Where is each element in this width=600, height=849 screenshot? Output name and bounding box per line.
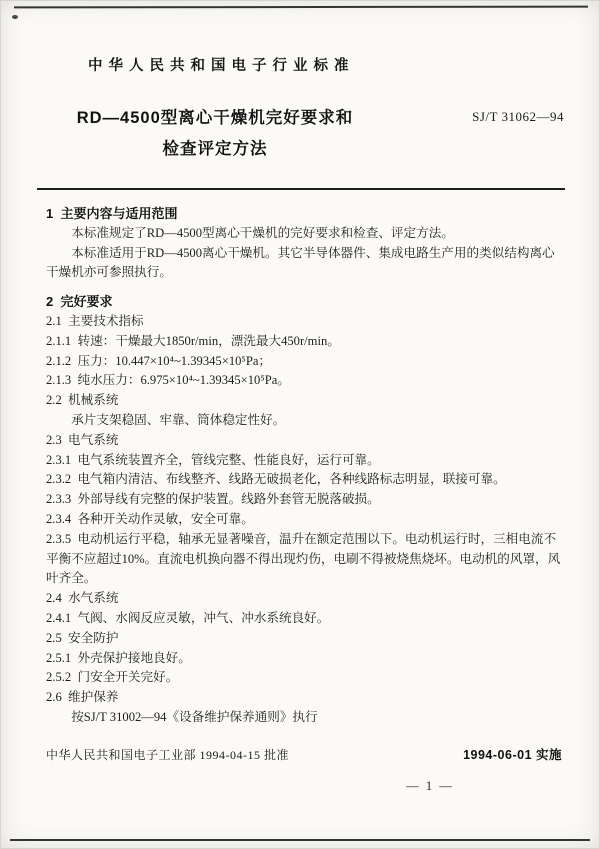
- clause-line: 2.4.1 气阀、水阀反应灵敏，冲气、冲水系统良好。: [46, 610, 330, 625]
- scan-artifact-speck: [12, 15, 18, 19]
- implementation-date: 1994-06-01 实施: [463, 748, 562, 762]
- title-line-2: 检查评定方法: [162, 140, 268, 158]
- clause-line: 2.5.2 门安全开关完好。: [46, 670, 179, 685]
- clause-line: 2.6 维护保养: [46, 690, 119, 705]
- scan-artifact-top-line: [14, 6, 588, 9]
- clause-line: 2.4 水气系统: [46, 591, 119, 606]
- approval-statement: 中华人民共和国电子工业部 1994-04-15 批准: [46, 748, 289, 762]
- clause-line: 2.1.2 压力：10.447×10⁴~1.39345×10⁵Pa；: [46, 353, 272, 368]
- title-line-1: RD—4500型离心干燥机完好要求和: [76, 109, 354, 127]
- paragraph-line: 按SJ/T 31002—94《设备维护保养通则》执行: [71, 709, 318, 724]
- header-divider: [37, 188, 565, 190]
- clause-line: 2.5.1 外壳保护接地良好。: [46, 650, 191, 665]
- section-heading: 1 主要内容与适用范围: [46, 206, 178, 221]
- document-title: [40, 103, 390, 165]
- paragraph-line: 本标准规定了RD—4500型离心干燥机的完好要求和检查、评定方法。: [71, 225, 454, 240]
- clause-line: 2.1.3 纯水压力：6.975×10⁴~1.39345×10⁵Pa。: [46, 373, 290, 388]
- paragraph-line: 平衡不应超过10%。直流电机换向器不得出现灼伤，电刷不得被烧焦烧坏。电动机的风罩，风: [46, 551, 561, 566]
- paragraph-line: 叶齐全。: [46, 571, 97, 586]
- document-body: [46, 204, 566, 728]
- standard-org-label: 中华人民共和国电子行业标准: [88, 58, 355, 74]
- clause-line: 2.3.1 电气系统装置齐全，管线完整、性能良好，运行可靠。: [46, 452, 380, 467]
- clause-line: 2.3.3 外部导线有完整的保护装置。线路外套管无脱落破损。: [46, 492, 380, 507]
- clause-line: 2.5 安全防护: [46, 630, 119, 645]
- clause-line: 2.2 机械系统: [46, 393, 119, 408]
- clause-line: 2.3 电气系统: [46, 432, 119, 447]
- clause-line: 2.3.5 电动机运行平稳，轴承无显著噪音，温升在额定范围以下。电动机运行时，三相电流不: [46, 531, 557, 546]
- section-heading: 2 完好要求: [46, 294, 113, 310]
- paragraph-line: 干燥机亦可参照执行。: [46, 265, 172, 280]
- clause-line: 2.1.1 转速：干燥最大1850r/min，漂洗最大450r/min。: [46, 333, 340, 348]
- paragraph-line: 承片支架稳固、牢靠、筒体稳定性好。: [71, 412, 286, 427]
- clause-line: 2.3.4 各种开关动作灵敏，安全可靠。: [46, 511, 254, 526]
- scan-artifact-bottom-line: [10, 839, 590, 841]
- standard-number: SJ/T 31062—94: [472, 109, 564, 124]
- clause-line: 2.3.2 电气箱内清洁、布线整齐、线路无破损老化，各种线路标志明显，联接可靠。: [46, 472, 506, 487]
- paragraph-line: 本标准适用于RD—4500离心干燥机。其它半导体器件、集成电路生产用的类似结构离心: [71, 245, 555, 260]
- page-number: — 1 —: [406, 779, 454, 793]
- clause-line: 2.1 主要技术指标: [46, 313, 144, 328]
